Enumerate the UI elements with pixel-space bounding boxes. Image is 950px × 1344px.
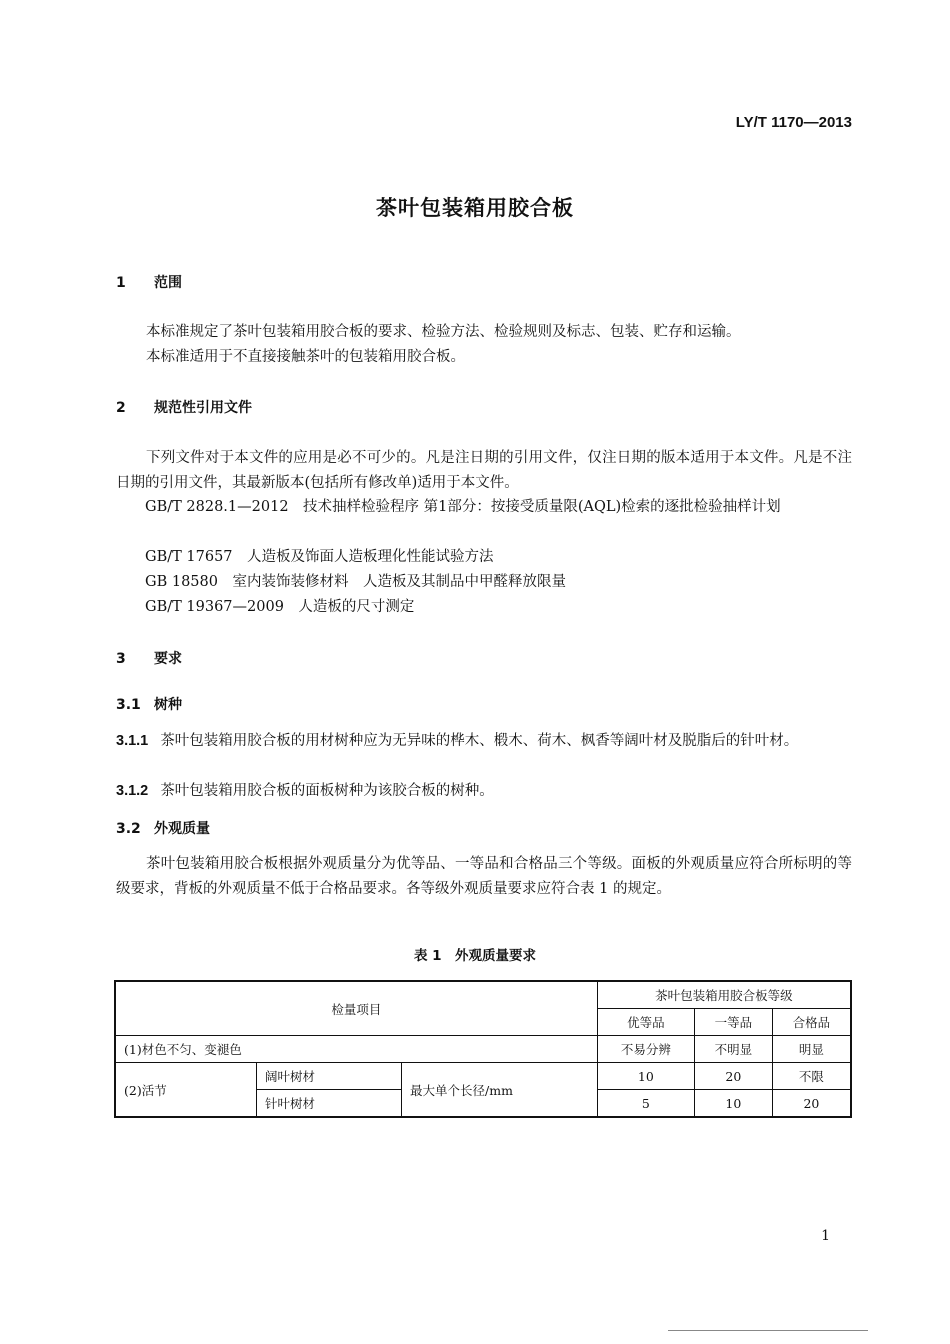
quality-table bbox=[114, 980, 852, 1118]
section-number: 3 bbox=[116, 651, 126, 667]
table-cell: 20 bbox=[772, 1090, 851, 1118]
clause-number: 3.1.2 bbox=[116, 783, 149, 799]
reference-item: GB 18580 室内装饰装修材料 人造板及其制品中甲醛释放限量 bbox=[145, 574, 566, 590]
reference-item: GB/T 17657 人造板及饰面人造板理化性能试验方法 bbox=[145, 549, 494, 565]
table-caption: 表 1 外观质量要求 bbox=[413, 948, 537, 964]
table-cell: 10 bbox=[694, 1090, 772, 1118]
section-1-heading bbox=[116, 272, 182, 292]
clause-text: 茶叶包装箱用胶合板的用材树种应为无异味的桦木、椴木、荷木、枫香等阔叶材及脱脂后的针叶材。 bbox=[160, 733, 799, 749]
subsection-title: 树种 bbox=[154, 697, 182, 713]
paragraph: 下列文件对于本文件的应用是必不可少的。凡是注日期的引用文件，仅注日期的版本适用于本文件。凡是不注日期的引用文件，其最新版本(包括所有修改单)适用于本文件。 bbox=[116, 450, 852, 491]
table-cell: 20 bbox=[694, 1063, 772, 1090]
footer-divider bbox=[668, 1330, 868, 1333]
paragraph: 茶叶包装箱用胶合板根据外观质量分为优等品、一等品和合格品三个等级。面板的外观质量应符合所标明的等级要求，背板的外观质量不低于合格品要求。各等级外观质量要求应符合表 1 的规定。 bbox=[116, 856, 852, 897]
table-cell: 5 bbox=[597, 1090, 694, 1118]
table-row bbox=[115, 1036, 851, 1063]
standard-code: LY/T 1170—2013 bbox=[735, 114, 852, 131]
clause-text: 茶叶包装箱用胶合板的面板树种为该胶合板的树种。 bbox=[160, 783, 494, 799]
table-cell: 不易分辨 bbox=[597, 1036, 694, 1063]
section-number: 1 bbox=[116, 275, 126, 291]
subsection-number: 3.2 bbox=[116, 821, 141, 837]
section-title: 要求 bbox=[154, 651, 182, 667]
section-title: 规范性引用文件 bbox=[154, 400, 252, 416]
clause-3-1-2 bbox=[116, 779, 852, 804]
table-cell: (1)材色不匀、变褪色 bbox=[115, 1036, 597, 1063]
table-header-grade: 一等品 bbox=[694, 1009, 772, 1036]
table-header-grade: 优等品 bbox=[597, 1009, 694, 1036]
paragraph: 本标准适用于不直接接触茶叶的包装箱用胶合板。 bbox=[146, 349, 465, 365]
table-cell: (2)活节 bbox=[115, 1063, 257, 1118]
table-header-item: 检量项目 bbox=[115, 981, 597, 1036]
reference-item: GB/T 2828.1—2012 技术抽样检验程序 第1部分：按接受质量限(AQL)检索的逐批检验抽样计划 bbox=[145, 499, 781, 515]
subsection-number: 3.1 bbox=[116, 697, 141, 713]
section-title: 范围 bbox=[154, 275, 182, 291]
table-cell: 针叶树材 bbox=[257, 1090, 402, 1118]
section-number: 2 bbox=[116, 400, 126, 416]
table-cell: 10 bbox=[597, 1063, 694, 1090]
table-cell: 阔叶树材 bbox=[257, 1063, 402, 1090]
table-cell: 不明显 bbox=[694, 1036, 772, 1063]
table-cell: 最大单个长径/mm bbox=[402, 1063, 598, 1118]
document-title: 茶叶包装箱用胶合板 bbox=[376, 196, 574, 220]
table-cell: 明显 bbox=[772, 1036, 851, 1063]
reference-item: GB/T 19367—2009 人造板的尺寸测定 bbox=[145, 599, 415, 615]
section-3-heading bbox=[116, 648, 182, 668]
table-header-grade-group: 茶叶包装箱用胶合板等级 bbox=[597, 981, 851, 1009]
clause-3-1-1 bbox=[116, 729, 852, 754]
table-row bbox=[115, 1063, 851, 1090]
paragraph: 本标准规定了茶叶包装箱用胶合板的要求、检验方法、检验规则及标志、包装、贮存和运输。 bbox=[146, 324, 741, 340]
section-2-heading bbox=[116, 397, 252, 417]
subsection-3-1-heading bbox=[116, 694, 182, 714]
clause-number: 3.1.1 bbox=[116, 733, 149, 749]
page-number: 1 bbox=[821, 1228, 830, 1244]
subsection-title: 外观质量 bbox=[154, 821, 210, 837]
table-cell: 不限 bbox=[772, 1063, 851, 1090]
subsection-3-2-heading bbox=[116, 818, 210, 838]
table-header-grade: 合格品 bbox=[772, 1009, 851, 1036]
